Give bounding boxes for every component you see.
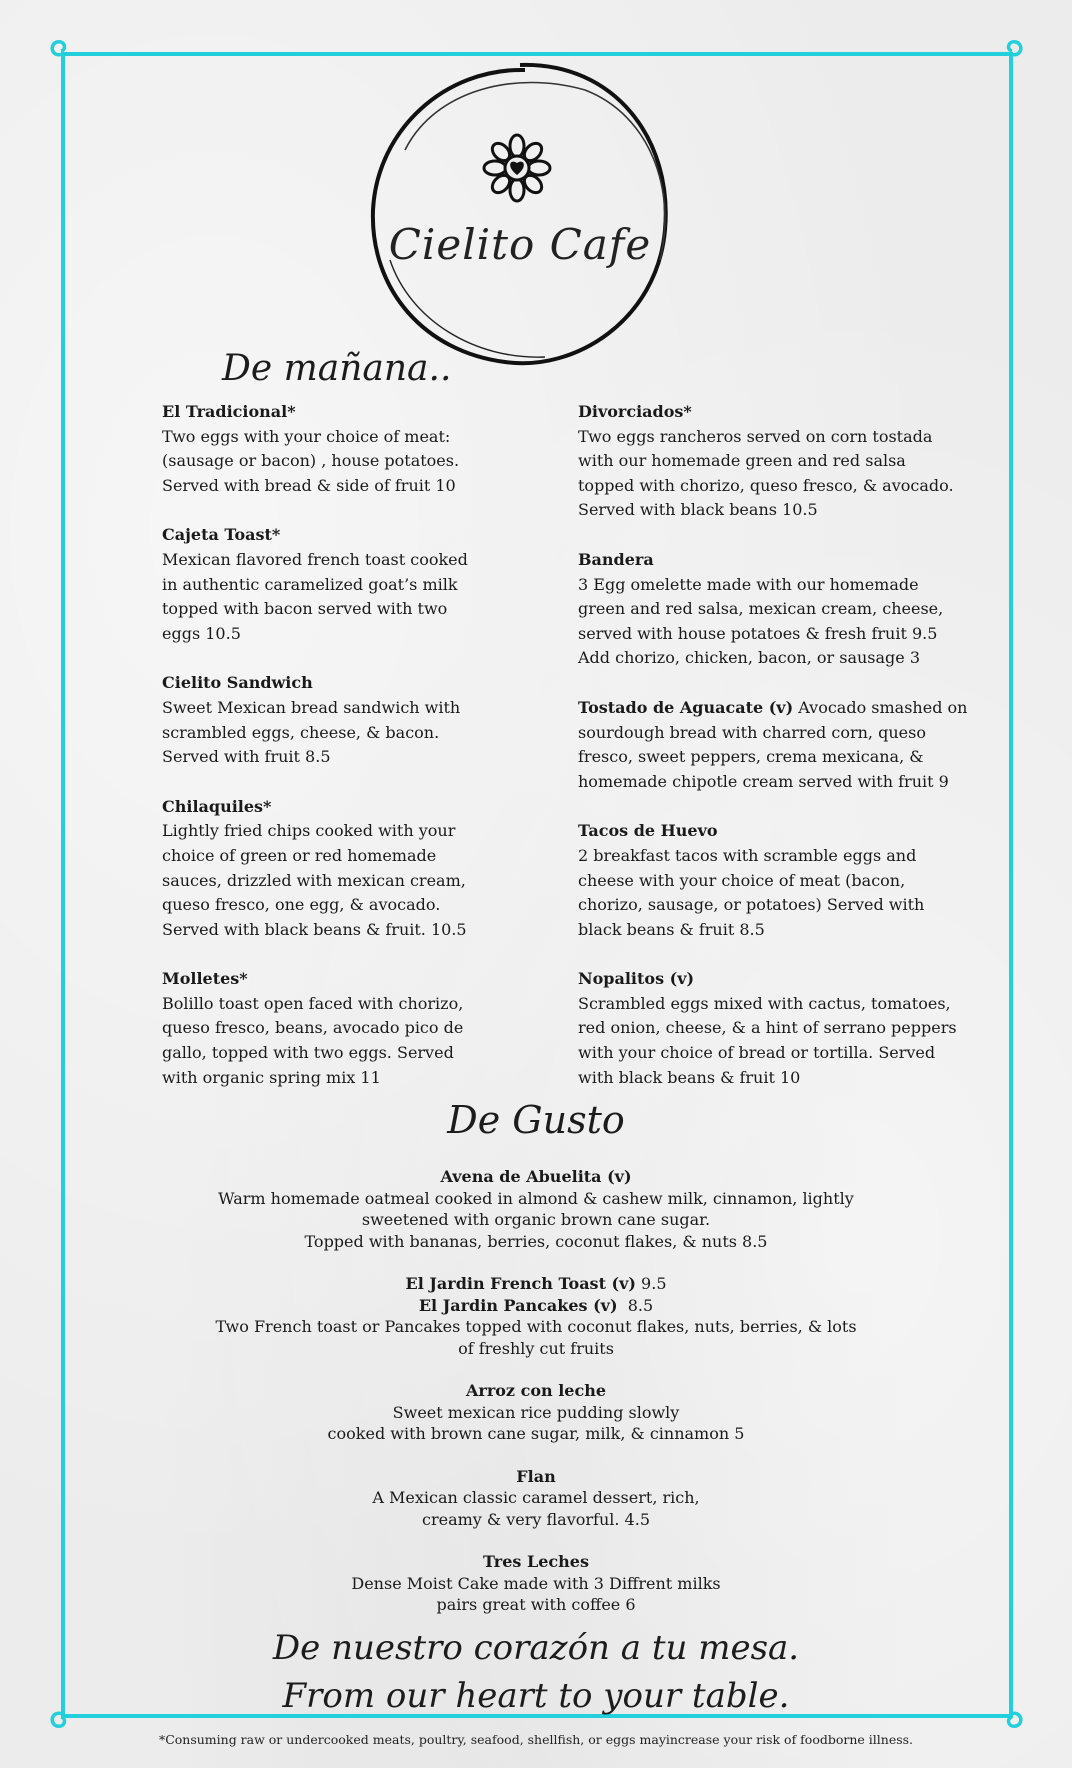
item-name: Cajeta Toast*: [162, 525, 281, 545]
item-name: Cielito Sandwich: [162, 673, 313, 693]
item-description: Sweet Mexican bread sandwich with scrambled eggs, cheese, & bacon. Served with fruit 8.5: [162, 697, 461, 767]
item-name: Divorciados*: [578, 402, 692, 421]
menu-item: [578, 548, 998, 671]
item-description: Mexican flavored french toast cooked in authentic caramelized goat’s milk topped with bacon served with two eggs 10.5: [162, 549, 468, 643]
menu-item: [162, 671, 582, 769]
item-description: Bolillo toast open faced with chorizo, queso fresco, beans, avocado pico de gallo, topped with two eggs. Served with organic spring mix 11: [162, 993, 464, 1087]
item-description: 2 breakfast tacos with scramble eggs and cheese with your choice of meat (bacon, chorizo, sausage, or potatoes) Served with black beans & fruit 8.5: [578, 845, 925, 939]
item-description: Sweet mexican rice pudding slowly cooked with brown cane sugar, milk, & cinnamon 5: [327, 1402, 745, 1443]
flower-heart-icon: [484, 135, 550, 201]
item-description: Warm homemade oatmeal cooked in almond & cashew milk, cinnamon, lightly sweetened with organic brown cane sugar. Topped with bananas, berries, coconut flakes, & nuts 8.5: [218, 1188, 854, 1251]
item-name: El Jardin Pancakes (v): [418, 1295, 618, 1315]
menu-item: [162, 400, 582, 498]
food-safety-footnote: *Consuming raw or undercooked meats, poultry, seafood, shellfish, or eggs mayincrease your risk of foodborne illness.: [158, 1732, 914, 1747]
menu-item: [162, 795, 582, 943]
item-name: Tacos de Huevo: [578, 821, 718, 841]
item-description: Two French toast or Pancakes topped with coconut flakes, nuts, berries, & lots of freshly cut fruits: [215, 1317, 857, 1358]
item-name: El Tradicional*: [162, 402, 296, 421]
item-price: 8.5: [617, 1295, 654, 1315]
item-name: Molletes*: [162, 969, 248, 989]
item-description: Two eggs with your choice of meat: (sausage or bacon) , house potatoes. Served with bread & side of fruit 10: [162, 426, 460, 495]
item-name: Arroz con leche: [465, 1381, 607, 1400]
menu-item: [578, 819, 998, 942]
menu-item: [162, 967, 582, 1090]
section-title-gusto: De Gusto: [447, 1098, 625, 1142]
item-description: Scrambled eggs mixed with cactus, tomatoes, red onion, cheese, & a hint of serrano peppers with your choice of bread or tortilla. Served with black beans & fruit 10: [578, 993, 957, 1087]
item-description: [578, 696, 998, 794]
item-price: 9.5: [635, 1274, 667, 1293]
menu-column-right: [578, 400, 998, 1115]
item-description: Two eggs rancheros served on corn tostada with our homemade green and red salsa topped with chorizo, queso fresco, & avocado. Served with black beans 10.5: [578, 426, 954, 520]
brand-logo-circle: [365, 60, 675, 370]
menu-center-list: [180, 1166, 892, 1637]
item-description-text: Avocado smashed on sourdough bread with charred corn, queso fresco, sweet peppers, crema mexicana, & homemade chipotle cream served with fruit 9: [578, 697, 968, 791]
menu-item: [180, 1166, 892, 1252]
menu-item: [578, 967, 998, 1090]
item-name: Bandera: [578, 549, 654, 569]
item-name: Flan: [516, 1466, 556, 1486]
item-description: Lightly fried chips cooked with your choice of green or red homemade sauces, drizzled with mexican cream, queso fresco, one egg, & avocado. Served with black beans & fruit. 10.5: [162, 821, 467, 939]
menu-item: [180, 1380, 892, 1445]
item-name: Nopalitos (v): [578, 969, 695, 989]
menu-item: [180, 1466, 892, 1531]
item-name: Avena de Abuelita (v): [440, 1167, 632, 1186]
item-name: Tostado de Aguacate (v): [578, 697, 794, 717]
menu-item: [162, 523, 582, 646]
item-name: Chilaquiles*: [162, 796, 272, 816]
brand-name: Cielito Cafe: [388, 220, 652, 269]
corner-curl-top-left: [45, 36, 77, 68]
item-name: Tres Leches: [483, 1552, 589, 1571]
menu-item: [180, 1273, 892, 1359]
item-name: El Jardin French Toast (v): [405, 1274, 636, 1293]
item-description: Dense Moist Cake made with 3 Diffrent milks pairs great with coffee 6: [351, 1573, 721, 1614]
item-description: A Mexican classic caramel dessert, rich, creamy & very flavorful. 4.5: [372, 1488, 700, 1529]
corner-curl-top-right: [996, 36, 1028, 68]
section-title-manana: De mañana..: [222, 348, 452, 389]
tagline-spanish: De nuestro corazón a tu mesa.: [272, 1628, 800, 1668]
tagline-english: From our heart to your table.: [282, 1676, 790, 1716]
menu-item: [578, 400, 998, 523]
item-description: 3 Egg omelette made with our homemade green and red salsa, mexican cream, cheese, served with house potatoes & fresh fruit 9.5 Add chorizo, chicken, bacon, or sausage 3: [578, 574, 944, 668]
menu-item: [180, 1551, 892, 1616]
menu-column-left: [162, 400, 582, 1115]
menu-item: [578, 696, 998, 794]
